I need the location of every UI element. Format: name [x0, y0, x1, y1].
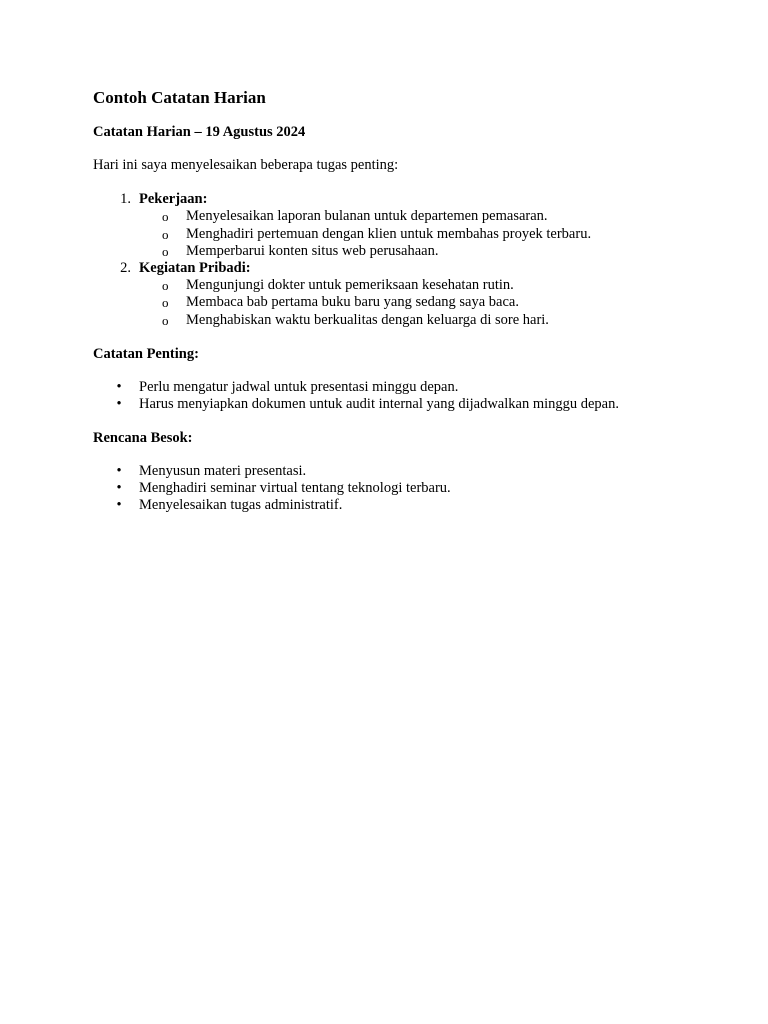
bullet-list-item-text: Perlu mengatur jadwal untuk presentasi minggu depan. — [139, 379, 459, 395]
sub-bullet-marker: o — [162, 209, 169, 224]
sub-bullet-marker: o — [162, 227, 169, 242]
sub-bullet-marker: o — [162, 278, 169, 293]
sub-list-item-text: Menyelesaikan laporan bulanan untuk departemen pemasaran. — [186, 208, 548, 224]
intro-paragraph: Hari ini saya menyelesaikan beberapa tugas penting: — [93, 157, 399, 173]
list-item-label: Pekerjaan: — [139, 191, 208, 207]
important-notes-heading: Catatan Penting: — [93, 346, 199, 362]
tomorrow-plan-heading: Rencana Besok: — [93, 430, 193, 446]
bullet-marker: • — [116, 396, 122, 412]
sub-bullet-marker: o — [162, 313, 169, 328]
list-number: 1. — [120, 191, 131, 207]
sub-list-item-text: Menghadiri pertemuan dengan klien untuk membahas proyek terbaru. — [186, 226, 592, 242]
sub-bullet-marker: o — [162, 244, 169, 259]
sub-list-item-text: Menghabiskan waktu berkualitas dengan keluarga di sore hari. — [186, 312, 549, 328]
date-heading: Catatan Harian – 19 Agustus 2024 — [93, 124, 306, 140]
sub-list-item-text: Memperbarui konten situs web perusahaan. — [186, 243, 439, 259]
document-title: Contoh Catatan Harian — [93, 88, 266, 107]
list-number: 2. — [120, 260, 131, 276]
sub-bullet-marker: o — [162, 295, 169, 310]
bullet-marker: • — [116, 379, 122, 395]
bullet-marker: • — [116, 497, 122, 513]
bullet-list-item-text: Menghadiri seminar virtual tentang teknologi terbaru. — [139, 480, 451, 496]
sub-list-item-text: Membaca bab pertama buku baru yang sedang saya baca. — [186, 294, 519, 310]
bullet-marker: • — [116, 480, 122, 496]
bullet-list-item-text: Harus menyiapkan dokumen untuk audit internal yang dijadwalkan minggu depan. — [139, 396, 619, 412]
sub-list-item-text: Mengunjungi dokter untuk pemeriksaan kesehatan rutin. — [186, 277, 514, 293]
bullet-list-item-text: Menyelesaikan tugas administratif. — [139, 497, 343, 513]
bullet-list-item-text: Menyusun materi presentasi. — [139, 463, 307, 479]
bullet-marker: • — [116, 463, 122, 479]
list-item-label: Kegiatan Pribadi: — [139, 260, 251, 276]
